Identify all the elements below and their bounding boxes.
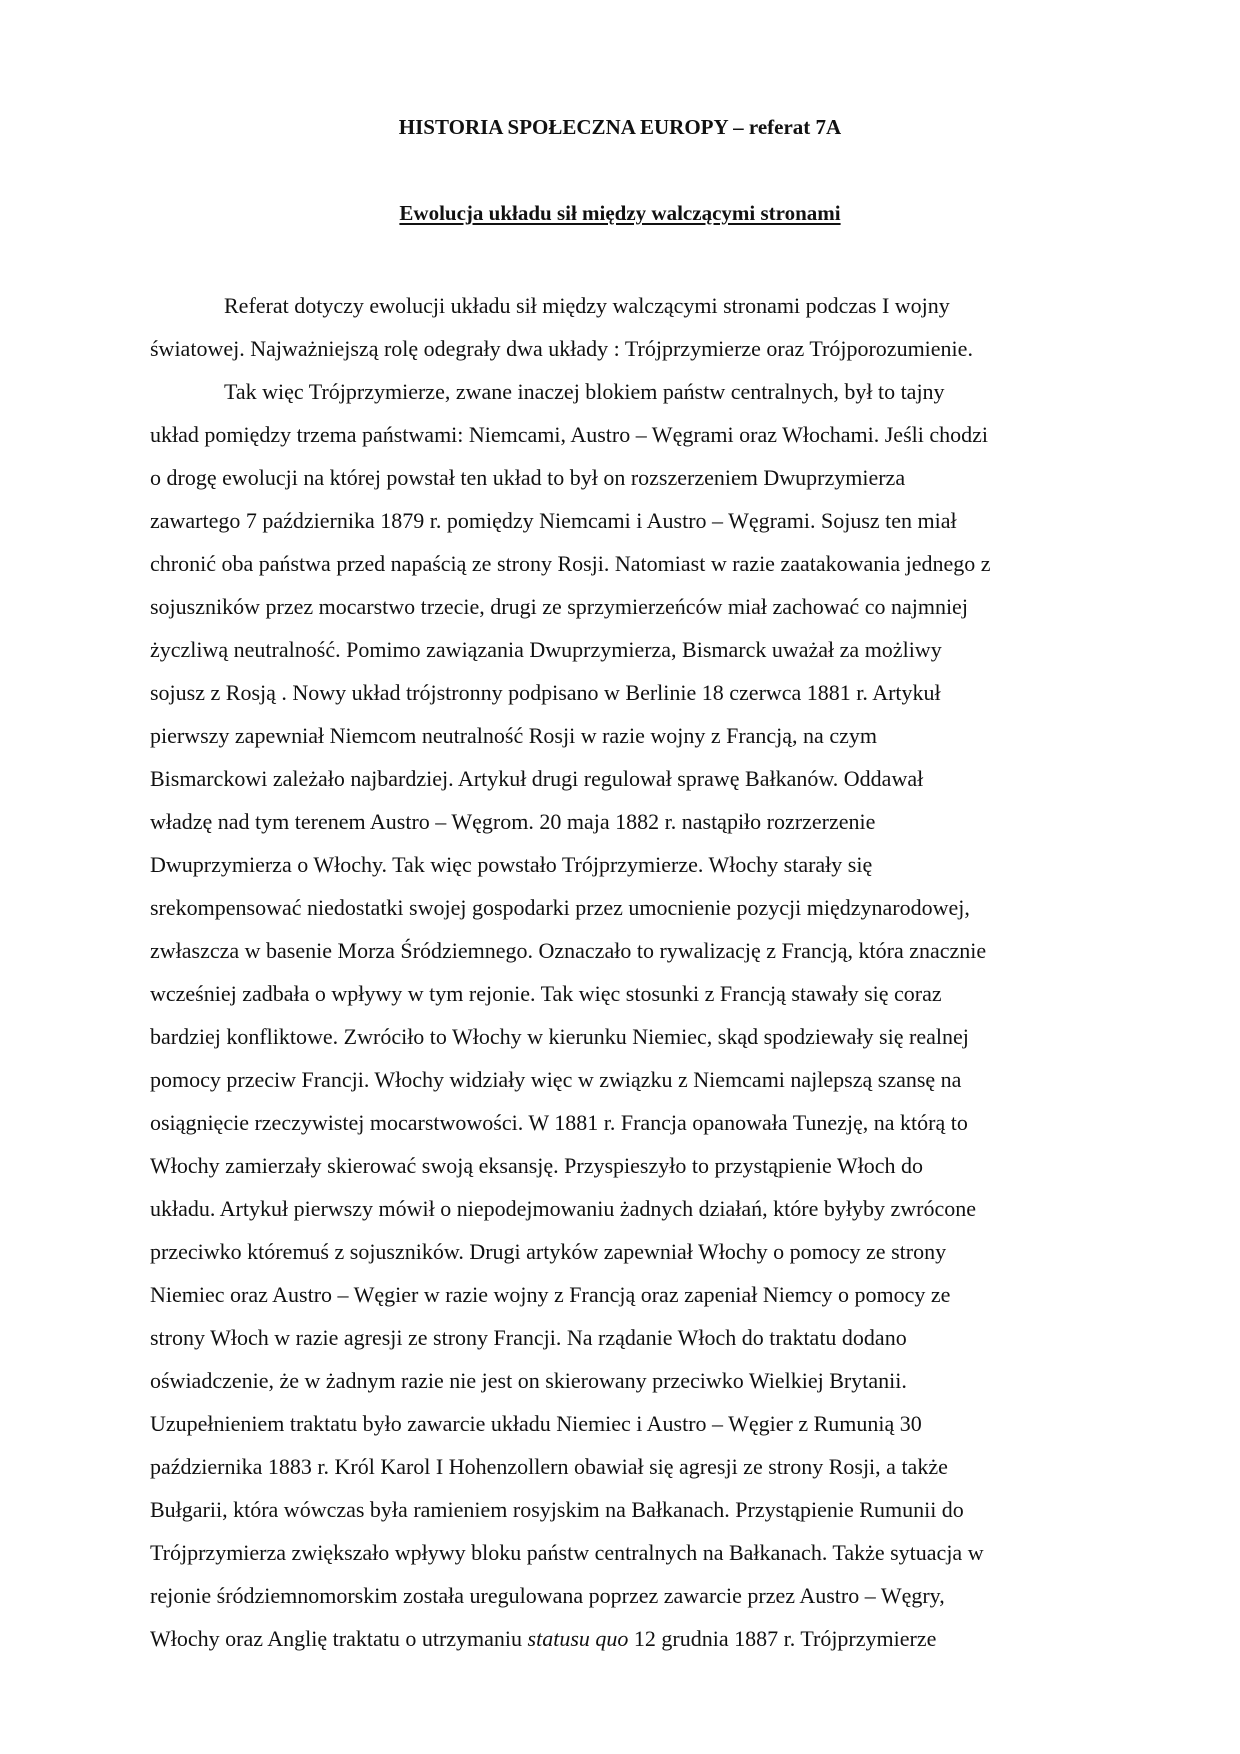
text-line: o drogę ewolucji na której powstał ten układ to był on rozszerzeniem Dwuprzymierza (150, 465, 906, 490)
text-line: października 1883 r. Król Karol I Hohenzollern obawiał się agresji ze strony Rosji, a także (150, 1454, 948, 1479)
text-line-last (150, 1617, 1110, 1660)
text-line: wcześniej zadbała o wpływy w tym rejonie. Tak więc stosunki z Francją stawały się coraz (150, 981, 942, 1006)
text-line: Bułgarii, która wówczas była ramieniem rosyjskim na Bałkanach. Przystąpienie Rumunii do (150, 1497, 964, 1522)
document-title: HISTORIA SPOŁECZNA EUROPY – referat 7A (398, 115, 842, 139)
text-line: Referat dotyczy ewolucji układu sił między walczącymi stronami podczas I wojny (224, 293, 950, 318)
text-line: światowej. Najważniejszą rolę odegrały dwa układy : Trójprzymierze oraz Trójporozumienie. (150, 336, 973, 361)
text-line: chronić oba państwa przed napaścią ze strony Rosji. Natomiast w razie zaatakowania jednego z (150, 551, 991, 576)
text-line: pierwszy zapewniał Niemcom neutralność Rosji w razie wojny z Francją, na czym (150, 723, 877, 748)
italic-term: statusu quo (527, 1626, 629, 1651)
text-line: strony Włoch w razie agresji ze strony Francji. Na rządanie Włoch do traktatu dodano (150, 1325, 907, 1350)
text-line: oświadczenie, że w żadnym razie nie jest on skierowany przeciwko Wielkiej Brytanii. (150, 1368, 907, 1393)
text-line: rejonie śródziemnomorskim została uregulowana poprzez zawarcie przez Austro – Węgry, (150, 1583, 945, 1608)
text-line: zawartego 7 października 1879 r. pomiędzy Niemcami i Austro – Węgrami. Sojusz ten miał (150, 508, 957, 533)
text-line: układ pomiędzy trzema państwami: Niemcami, Austro – Węgrami oraz Włochami. Jeśli chodzi (150, 422, 988, 447)
text-line: sojusz z Rosją . Nowy układ trójstronny podpisano w Berlinie 18 czerwca 1881 r. Artykuł (150, 680, 941, 705)
text-line: władzę nad tym terenem Austro – Węgrom. 20 maja 1882 r. nastąpiło rozrzerzenie (150, 809, 876, 834)
document-subtitle: Ewolucja układu sił między walczącymi stronami (399, 201, 841, 225)
text-line: Trójprzymierza zwiększało wpływy bloku państw centralnych na Bałkanach. Także sytuacja w (150, 1540, 984, 1565)
text-line: Niemiec oraz Austro – Węgier w razie wojny z Francją oraz zapeniał Niemcy o pomocy ze (150, 1282, 951, 1307)
text-line: Uzupełnieniem traktatu było zawarcie układu Niemiec i Austro – Węgier z Rumunią 30 (150, 1411, 922, 1436)
text-line: srekompensować niedostatki swojej gospodarki przez umocnienie pozycji międzynarodowej, (150, 895, 970, 920)
text-line: Włochy zamierzały skierować swoją eksansję. Przyspieszyło to przystąpienie Włoch do (150, 1153, 924, 1178)
text-line: zwłaszcza w basenie Morza Śródziemnego. Oznaczało to rywalizację z Francją, która znacznie (150, 938, 987, 963)
text-line: układu. Artykuł pierwszy mówił o niepodejmowaniu żadnych działań, które byłyby zwrócone (150, 1196, 977, 1221)
text-line: przeciwko któremuś z sojuszników. Drugi artyków zapewniał Włochy o pomocy ze strony (150, 1239, 947, 1264)
text-segment: 12 grudnia 1887 r. Trójprzymierze (628, 1626, 937, 1651)
text-line: Bismarckowi zależało najbardziej. Artykuł drugi regulował sprawę Bałkanów. Oddawał (150, 766, 924, 791)
body-text (150, 284, 1110, 1660)
text-line: osiągnięcie rzeczywistej mocarstwowości. W 1881 r. Francja opanowała Tunezję, na którą to (150, 1110, 968, 1135)
text-line: Tak więc Trójprzymierze, zwane inaczej blokiem państw centralnych, był to tajny (224, 379, 945, 404)
text-line: Dwuprzymierza o Włochy. Tak więc powstało Trójprzymierze. Włochy starały się (150, 852, 873, 877)
text-line: sojuszników przez mocarstwo trzecie, drugi ze sprzymierzeńców miał zachować co najmniej (150, 594, 968, 619)
text-line: życzliwą neutralność. Pomimo zawiązania Dwuprzymierza, Bismarck uważał za możliwy (150, 637, 942, 662)
text-line: pomocy przeciw Francji. Włochy widziały więc w związku z Niemcami najlepszą szansę na (150, 1067, 962, 1092)
text-segment: Włochy oraz Anglię traktatu o utrzymaniu (150, 1626, 528, 1651)
text-line: bardziej konfliktowe. Zwróciło to Włochy w kierunku Niemiec, skąd spodziewały się realnej (150, 1024, 969, 1049)
